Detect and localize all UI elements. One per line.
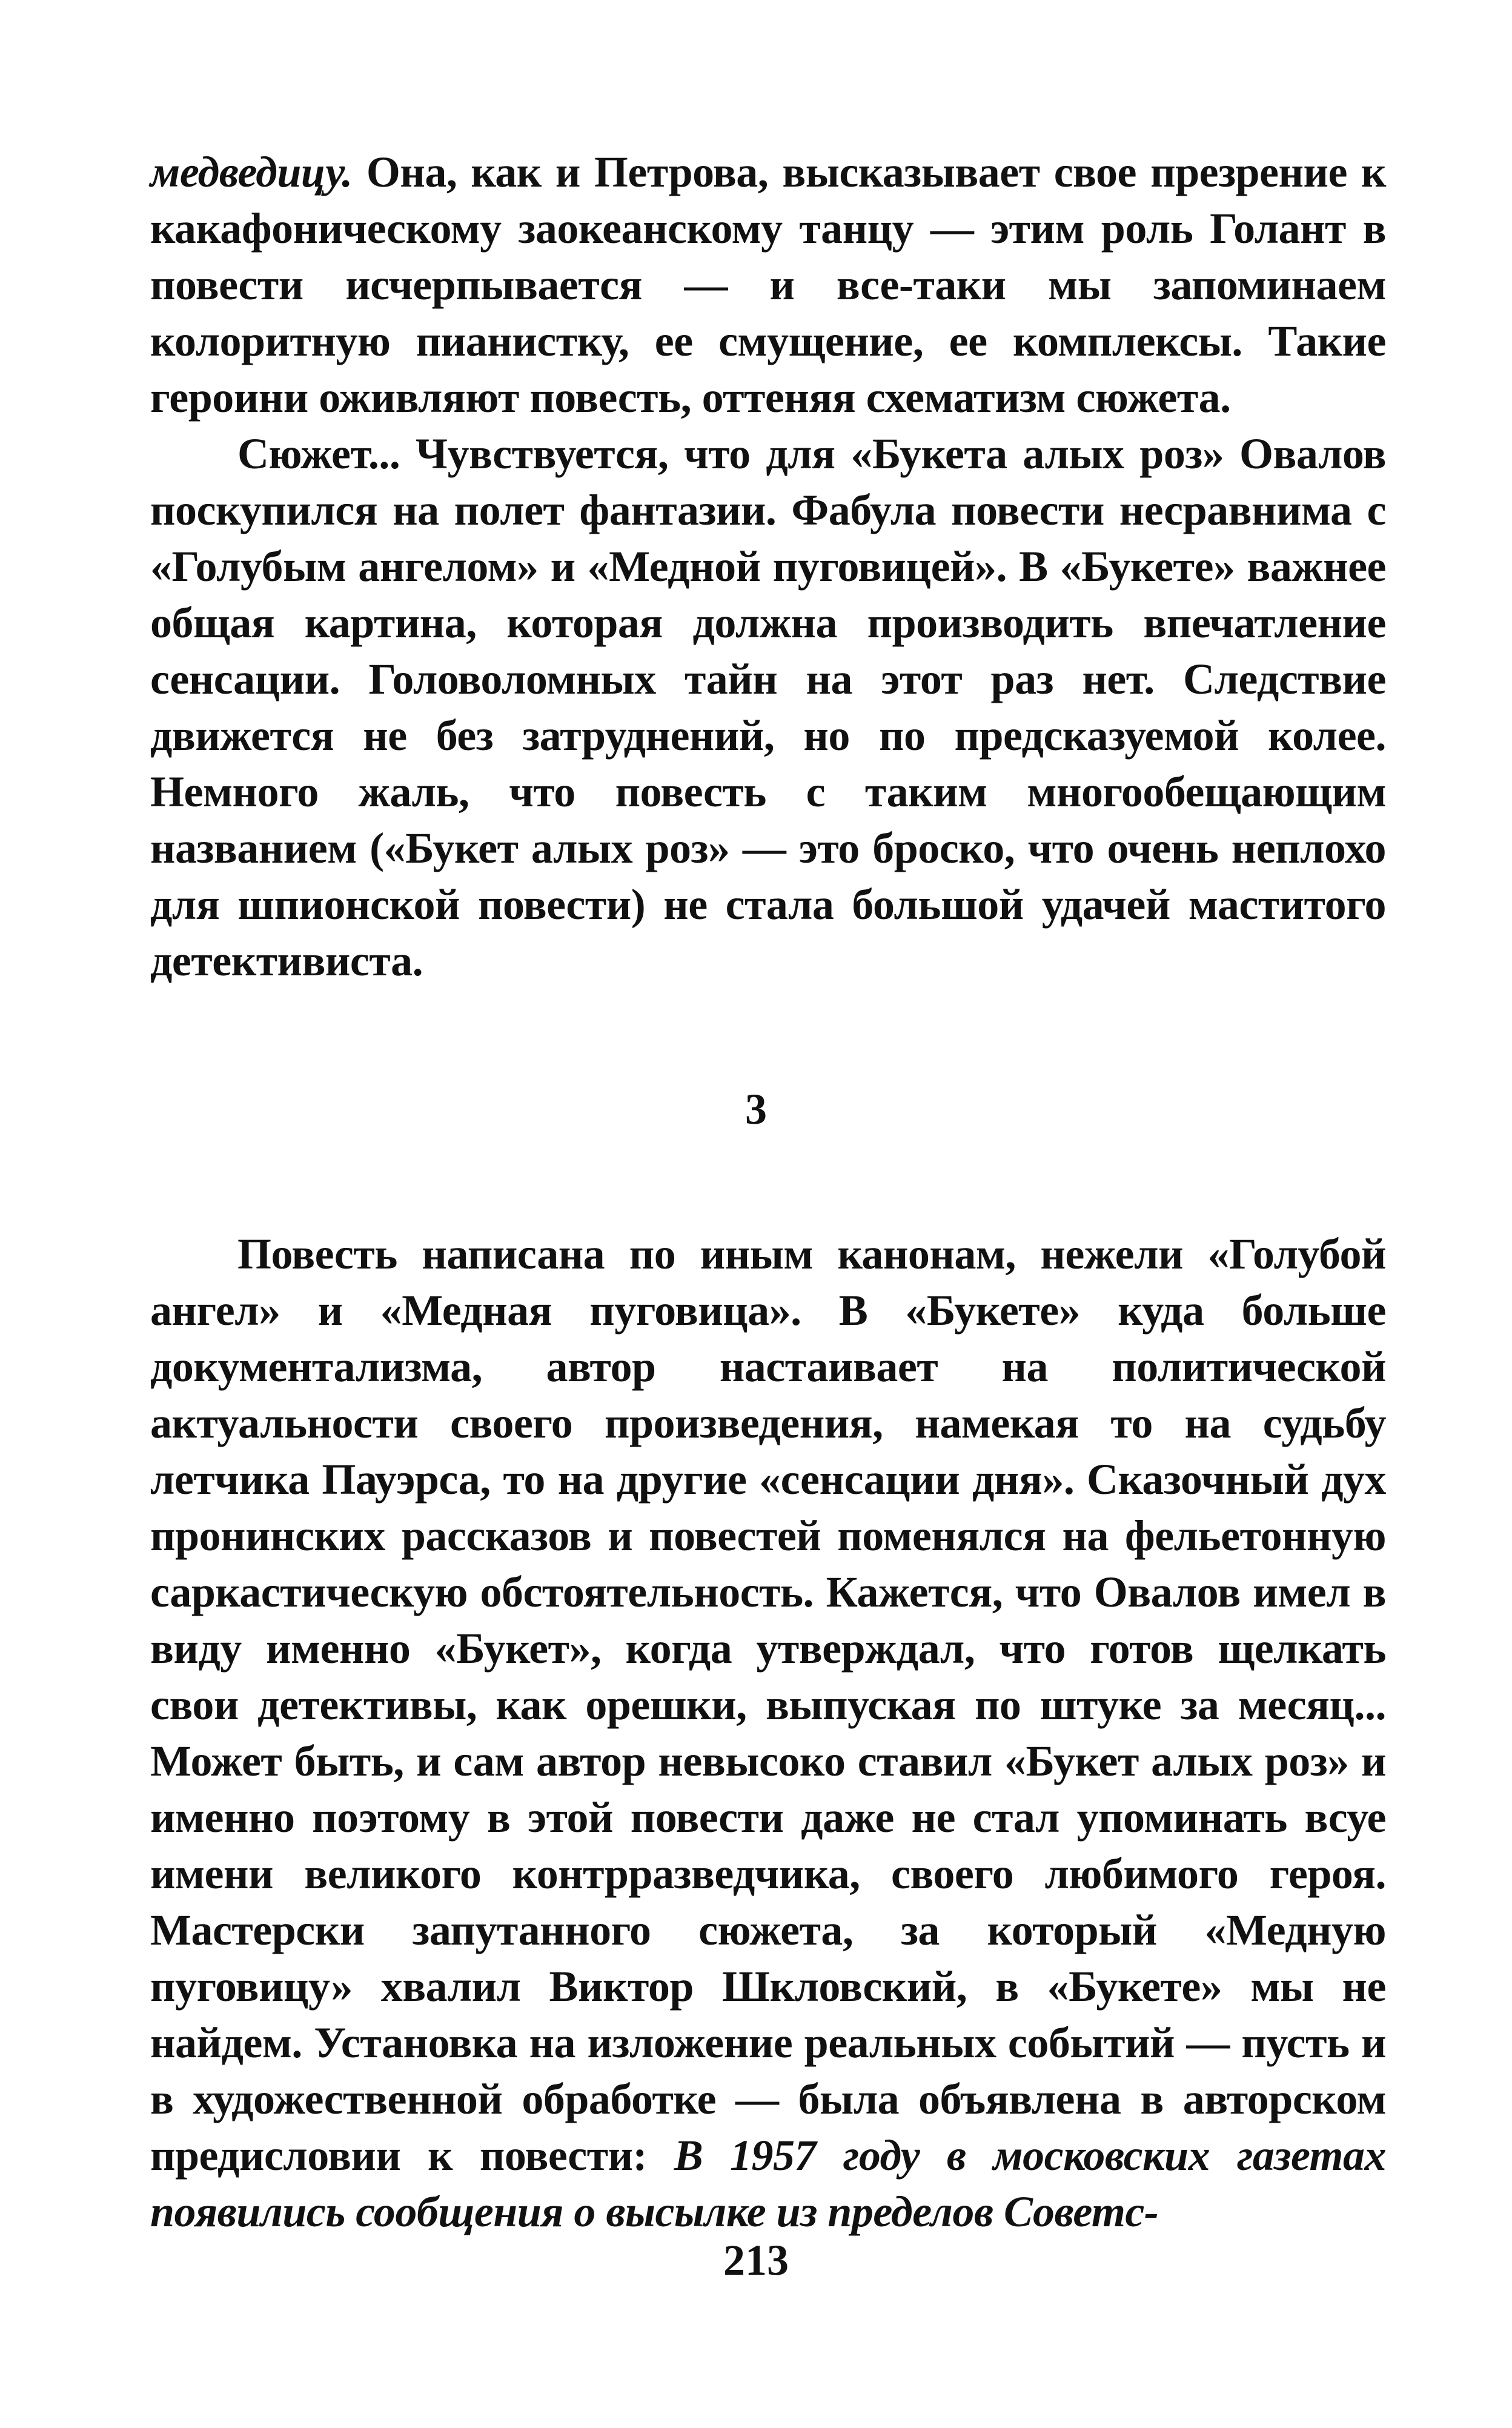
section-number: 3 <box>745 1085 767 1133</box>
text-block-top <box>150 144 1386 989</box>
italic-word: медведицу. <box>150 148 353 196</box>
paragraph-plot: Сюжет... Чувствуется, что для «Букета алых роз» Овалов поскупился на полет фантазии. Фабула повести несравнима с «Голубым ангелом» и «Медной пуговицей». В «Букете» важнее общая картина, которая должна производить впечатление сенсации. Головоломных тайн на этот раз нет. Следствие движется не без затруднений, но по предсказуемой колее. Немного жаль, что повесть с таким многообещающим названием («Букет алых роз» — это броско, что очень неплохо для шпионской повести) не стала большой удачей маститого детективиста. <box>150 430 1386 985</box>
paragraph-continuation <box>150 144 1386 426</box>
paragraph-text: Повесть написана по иным канонам, нежели «Голубой ангел» и «Медная пуговица». В «Букете» куда больше документализма, автор настаивает на политической актуальности своего произведения, намекая то на судьбу летчика Пауэрса, то на другие «сенсации дня». Сказочный дух пронинских рассказов и повестей поменялся на фельетонную саркастическую обстоятельность. Кажется, что Овалов имел в виду именно «Букет», когда утверждал, что готов щелкать свои детективы, как орешки, выпуская по штуке за месяц... Может быть, и сам автор невысоко ставил «Букет алых роз» и именно поэтому в этой повести даже не стал упоминать всуе имени великого контрразведчика, своего любимого героя. Мастерски запутанного сюжета, за который «Медную пуговицу» хвалил Виктор Шкловский, в «Букете» мы не найдем. Установка на изложение реальных событий — пусть и в художественной обработке — была объявлена в авторском предисловии к повести: <box>150 1230 1386 2180</box>
text-block-bottom <box>150 1226 1386 2240</box>
paragraph-section-3 <box>150 1226 1386 2240</box>
page-number: 213 <box>723 2236 789 2284</box>
italic-quote: В 1957 году в московских газетах появились сообщения о высылке из пределов Советс- <box>150 2131 1386 2236</box>
paragraph-text: Она, как и Петрова, высказывает свое презрение к какафоническому заокеанскому танцу — этим роль Голант в повести исчерпывается — и все-таки мы запоминаем колоритную пианистку, ее смущение, ее комплексы. Такие героини оживляют повесть, оттеняя схематизм сюжета. <box>150 148 1386 422</box>
